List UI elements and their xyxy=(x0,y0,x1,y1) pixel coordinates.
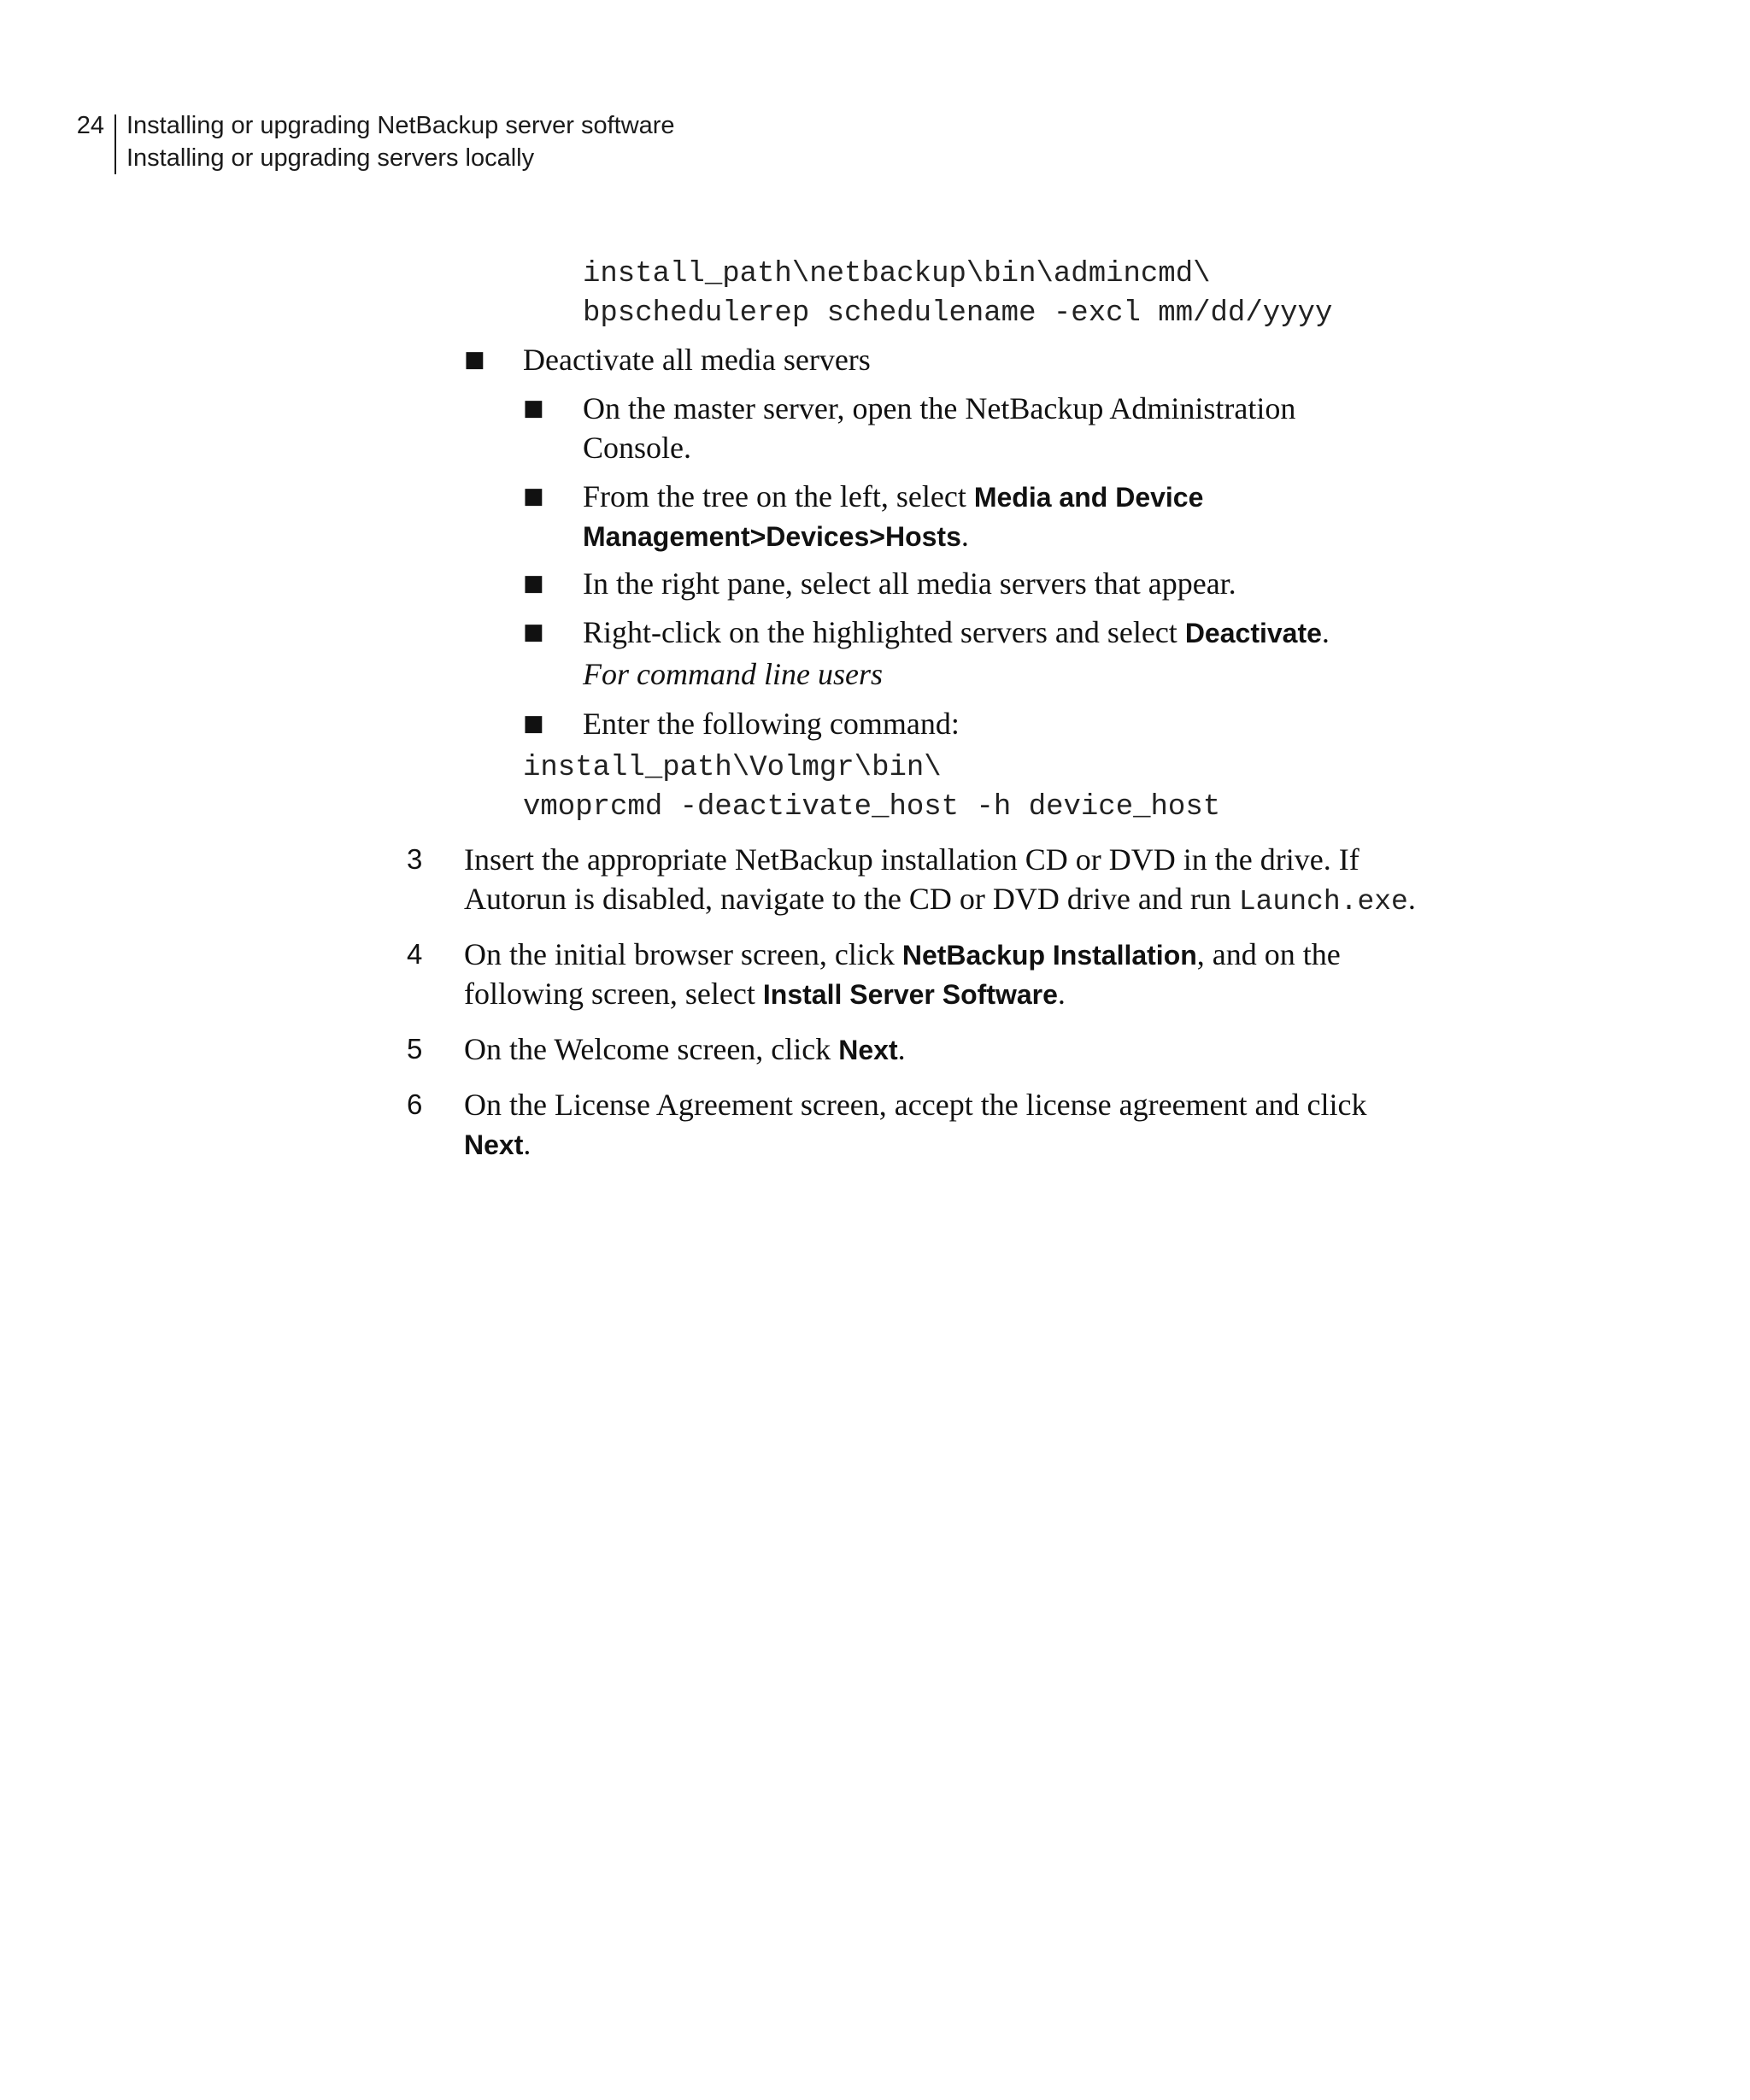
code-line: install_path\Volmgr\bin\ xyxy=(523,752,942,784)
step-text: On the License Agreement screen, accept the license agreement and click xyxy=(464,1088,1367,1122)
header-divider xyxy=(115,114,116,174)
step-text-part: On the Welcome screen, click xyxy=(464,1032,839,1066)
step-text-continuation xyxy=(464,1124,531,1164)
step-text-tail: . xyxy=(1407,882,1416,916)
list-item: In the right pane, select all media servers that appear. xyxy=(583,566,1236,601)
step-text-tail: . xyxy=(1057,977,1066,1011)
step-text-part: Autorun is disabled, navigate to the CD or DVD drive and run xyxy=(464,882,1239,916)
section-title: Installing or upgrading servers locally xyxy=(126,144,535,172)
step-text-continuation xyxy=(464,974,1066,1014)
step-text-tail: . xyxy=(523,1127,531,1161)
step-number: 3 xyxy=(407,843,423,875)
step-number: 4 xyxy=(407,938,423,970)
bullet-icon: ■ xyxy=(523,571,544,596)
list-item xyxy=(583,477,1203,517)
step-text-part: following screen, select xyxy=(464,977,763,1011)
item-tail: . xyxy=(960,519,969,553)
step-text: Insert the appropriate NetBackup installation CD or DVD in the drive. If xyxy=(464,842,1359,877)
list-item: On the master server, open the NetBackup Administration xyxy=(583,391,1296,425)
subheading-note: For command line users xyxy=(583,657,883,691)
bullet-icon: ■ xyxy=(464,347,485,372)
chapter-title: Installing or upgrading NetBackup server software xyxy=(126,112,675,139)
ui-term: Deactivate xyxy=(1184,618,1322,648)
list-item-continuation xyxy=(583,516,969,556)
ui-term: Install Server Software xyxy=(762,979,1058,1010)
step-text-part: On the initial browser screen, click xyxy=(464,937,902,971)
page-number: 24 xyxy=(76,112,104,139)
item-text: From the tree on the left, select xyxy=(583,479,974,513)
ui-term: Next xyxy=(464,1129,524,1160)
code-line: vmoprcmd -deactivate_host -h device_host xyxy=(523,791,1221,824)
bullet-icon: ■ xyxy=(523,619,544,645)
step-text-tail: , and on the xyxy=(1196,937,1341,971)
bullet-icon: ■ xyxy=(523,396,544,421)
code-line: install_path\netbackup\bin\admincmd\ xyxy=(583,258,1211,290)
ui-term: NetBackup Installation xyxy=(901,940,1197,971)
item-tail: . xyxy=(1321,615,1330,649)
code-line: bpschedulerep schedulename -excl mm/dd/yyyy xyxy=(583,297,1333,330)
header-titles xyxy=(126,109,675,174)
ui-term: Next xyxy=(838,1035,898,1065)
bullet-icon: ■ xyxy=(523,711,544,736)
step-text xyxy=(464,935,1341,975)
step-number: 6 xyxy=(407,1088,423,1120)
step-text xyxy=(464,1029,906,1070)
ui-term: Media and Device xyxy=(973,482,1204,513)
bullet-icon: ■ xyxy=(523,484,544,509)
list-item xyxy=(583,613,1330,653)
list-item-title: Deactivate all media servers xyxy=(523,343,871,377)
step-number: 5 xyxy=(407,1033,423,1065)
item-text: Right-click on the highlighted servers and select xyxy=(583,615,1185,649)
step-text-tail: . xyxy=(897,1032,906,1066)
file-name: Launch.exe xyxy=(1238,886,1408,918)
step-text-continuation xyxy=(464,879,1416,922)
list-item-continuation: Console. xyxy=(583,431,692,465)
ui-term: Management>Devices>Hosts xyxy=(583,521,961,552)
list-item: Enter the following command: xyxy=(583,707,960,741)
